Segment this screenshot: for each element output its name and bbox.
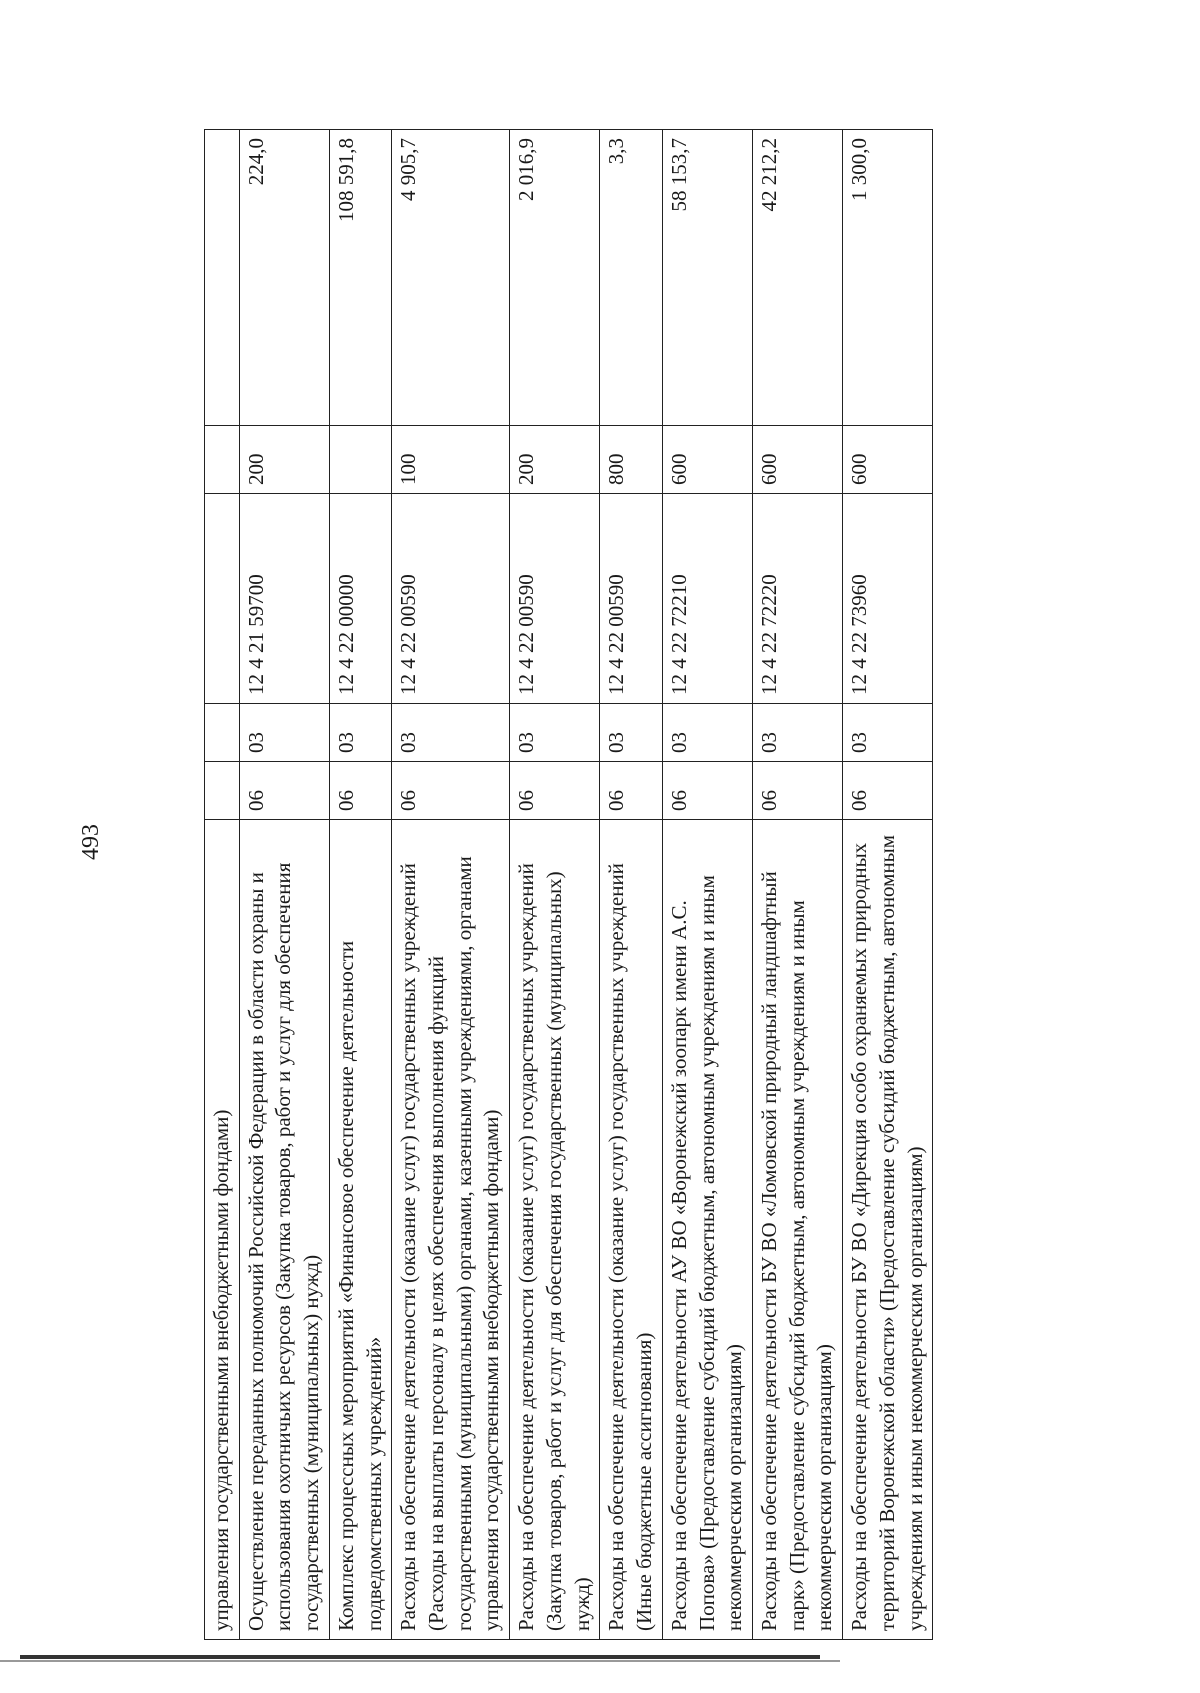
cell-expense-type: 200 — [510, 426, 600, 494]
cell-amount: 58 153,7 — [662, 130, 752, 426]
cell-subsection: 03 — [239, 704, 329, 762]
cell-expense-type: 800 — [600, 426, 662, 494]
cell-target-article: 12 4 22 00000 — [329, 494, 391, 704]
cell-expense-type: 600 — [752, 426, 842, 494]
cell-subsection: 03 — [392, 704, 510, 762]
cell-section: 06 — [329, 762, 391, 820]
cell-subsection: 03 — [843, 704, 933, 762]
budget-table — [204, 129, 933, 1640]
cell-target-article: 12 4 22 73960 — [843, 494, 933, 704]
cell-amount: 1 300,0 — [843, 130, 933, 426]
cell-target-article: 12 4 22 00590 — [600, 494, 662, 704]
cell-name: управления государственными внебюджетными фондами) — [205, 820, 240, 1640]
scan-edge-line-dark — [20, 1655, 820, 1659]
cell-expense-type: 600 — [843, 426, 933, 494]
cell-amount: 42 212,2 — [752, 130, 842, 426]
cell-section: 06 — [510, 762, 600, 820]
cell-expense-type — [205, 426, 240, 494]
cell-name: Осуществление переданных полномочий Российской Федерации в области охраны и использования охотничьих ресурсов (Закупка товаров, работ и услуг для обеспечения государственных (муниципальных) нужд) — [239, 820, 329, 1640]
cell-subsection: 03 — [752, 704, 842, 762]
cell-subsection: 03 — [510, 704, 600, 762]
table-row — [752, 130, 842, 1640]
cell-section: 06 — [600, 762, 662, 820]
cell-name: Расходы на обеспечение деятельности АУ ВО «Воронежский зоопарк имени А.С. Попова» (Предоставление субсидий бюджетным, автономным учреждениям и иным некоммерческим организациям) — [662, 820, 752, 1640]
cell-section: 06 — [239, 762, 329, 820]
cell-section: 06 — [843, 762, 933, 820]
table-row — [329, 130, 391, 1640]
cell-target-article — [205, 494, 240, 704]
table-row — [662, 130, 752, 1640]
cell-subsection — [205, 704, 240, 762]
cell-target-article: 12 4 22 00590 — [392, 494, 510, 704]
table-row — [239, 130, 329, 1640]
table-row — [205, 130, 240, 1640]
cell-name: Расходы на обеспечение деятельности (оказание услуг) государственных учреждений (Расходы на выплаты персоналу в целях обеспечения выполнения функций государственными (муниципальными) органами, казенными учреждениями, органами управления государственными внебюджетными фондами) — [392, 820, 510, 1640]
scan-edge-line — [0, 1660, 840, 1662]
cell-subsection: 03 — [329, 704, 391, 762]
cell-section: 06 — [662, 762, 752, 820]
cell-section: 06 — [392, 762, 510, 820]
cell-expense-type: 600 — [662, 426, 752, 494]
cell-name: Расходы на обеспечение деятельности (оказание услуг) государственных учреждений (Иные бюджетные ассигнования) — [600, 820, 662, 1640]
cell-amount: 108 591,8 — [329, 130, 391, 426]
table-row — [392, 130, 510, 1640]
cell-name: Комплекс процессных мероприятий «Финансовое обеспечение деятельности подведомственных учреждений» — [329, 820, 391, 1640]
cell-subsection: 03 — [600, 704, 662, 762]
cell-name: Расходы на обеспечение деятельности (оказание услуг) государственных учреждений (Закупка товаров, работ и услуг для обеспечения государственных (муниципальных) нужд) — [510, 820, 600, 1640]
table-row — [510, 130, 600, 1640]
cell-name: Расходы на обеспечение деятельности БУ ВО «Ломовской природный ландшафтный парк» (Предоставление субсидий бюджетным, автономным учреждениям и иным некоммерческим организациям) — [752, 820, 842, 1640]
table-row — [843, 130, 933, 1640]
cell-amount — [205, 130, 240, 426]
cell-target-article: 12 4 21 59700 — [239, 494, 329, 704]
cell-target-article: 12 4 22 72210 — [662, 494, 752, 704]
cell-subsection: 03 — [662, 704, 752, 762]
cell-expense-type: 200 — [239, 426, 329, 494]
cell-amount: 3,3 — [600, 130, 662, 426]
cell-amount: 2 016,9 — [510, 130, 600, 426]
table-row — [600, 130, 662, 1640]
cell-section — [205, 762, 240, 820]
cell-amount: 4 905,7 — [392, 130, 510, 426]
cell-expense-type — [329, 426, 391, 494]
cell-name: Расходы на обеспечение деятельности БУ ВО «Дирекция особо охраняемых природных территорий Воронежской области» (Предоставление субсидий бюджетным, автономным учреждениям и иным некоммерческим организациям) — [843, 820, 933, 1640]
budget-table-body — [205, 130, 933, 1640]
cell-target-article: 12 4 22 72220 — [752, 494, 842, 704]
page-number: 493 — [78, 824, 104, 860]
cell-expense-type: 100 — [392, 426, 510, 494]
cell-target-article: 12 4 22 00590 — [510, 494, 600, 704]
cell-amount: 224,0 — [239, 130, 329, 426]
cell-section: 06 — [752, 762, 842, 820]
rotated-table-container — [204, 130, 994, 1640]
